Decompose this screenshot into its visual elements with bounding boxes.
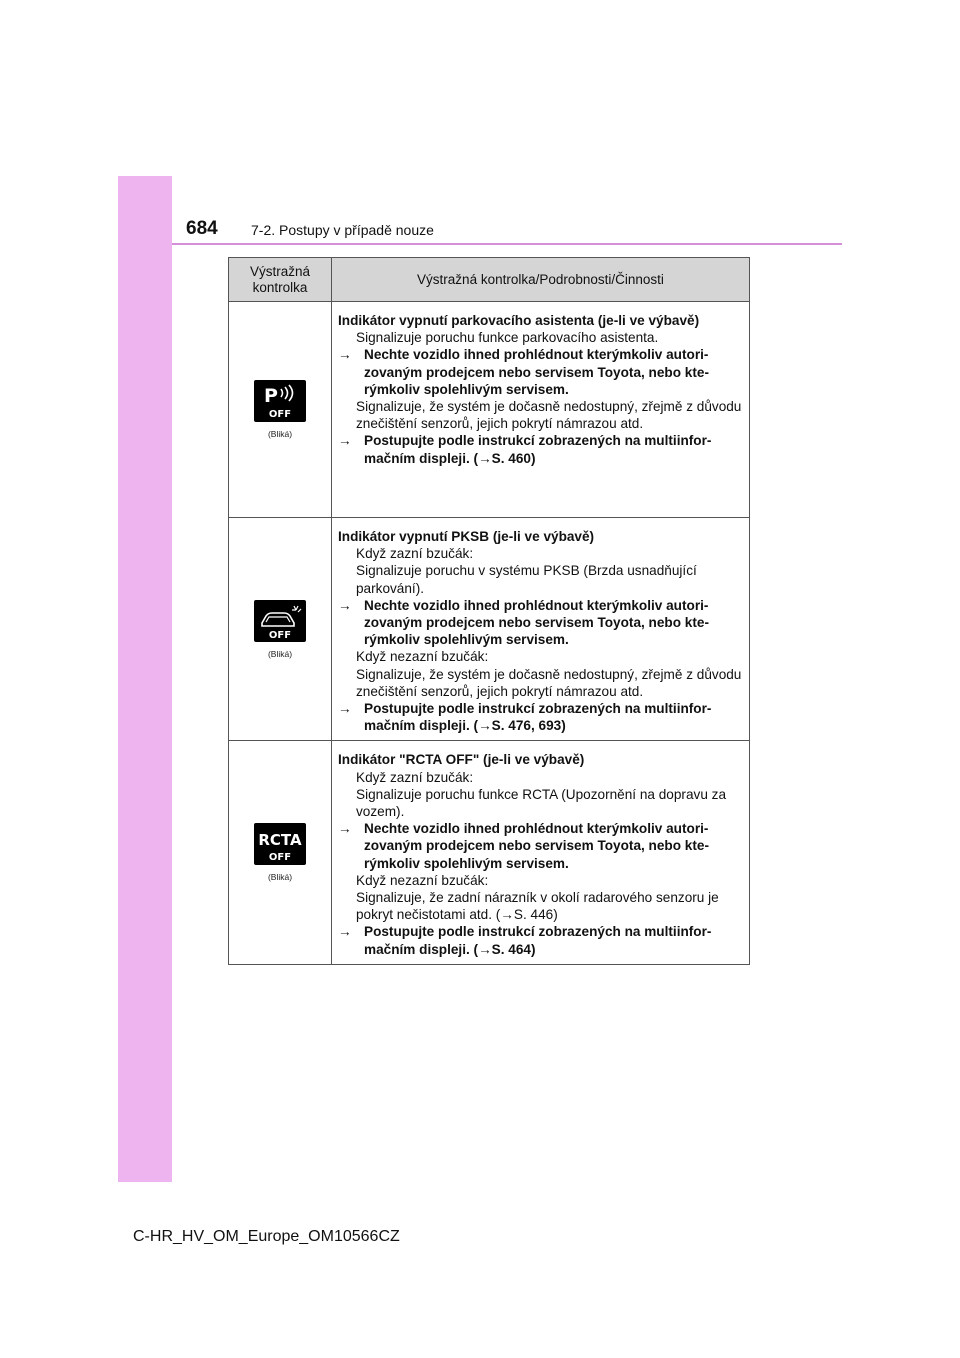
icon-off-label: OFF <box>268 409 292 420</box>
action-line: → Postupujte podle instrukcí zobrazených na multiinfor-mačním displeji. (→S. 476, 693) <box>338 701 712 734</box>
action-line: → Nechte vozidlo ihned prohlédnout kterýmkoliv autori-zovaným prodejcem nebo servisem Toyota, nebo kte-rýmkoliv spolehlivým servisem. <box>338 821 709 871</box>
icon-cell <box>229 741 332 965</box>
arrow-icon: → <box>338 924 352 940</box>
detail-line: Signalizuje poruchu v systému PKSB (Brzda usnadňující parkování). <box>356 563 697 596</box>
detail-line: Signalizuje poruchu funkce parkovacího asistenta. <box>356 330 659 346</box>
warning-lights-table <box>228 257 750 965</box>
arrow-icon: → <box>338 347 352 363</box>
parking-assist-off-icon <box>254 380 306 422</box>
arrow-icon: → <box>338 433 352 449</box>
details-cell <box>332 518 750 741</box>
blink-note: (Bliká) <box>267 872 293 883</box>
detail-line: Signalizuje, že zadní nárazník v okolí radarového senzoru je pokryt nečistotami atd. (→S. 446) <box>356 890 719 923</box>
arrow-icon: → <box>338 821 352 837</box>
detail-line: Když nezazní bzučák: <box>356 649 489 665</box>
indicator-title: Indikátor vypnutí PKSB (je-li ve výbavě) <box>338 529 595 544</box>
pksb-off-icon <box>254 600 306 642</box>
icon-cell <box>229 302 332 518</box>
action-line: → Postupujte podle instrukcí zobrazených na multiinfor-mačním displeji. (→S. 464) <box>338 924 712 957</box>
detail-line: Signalizuje, že systém je dočasně nedostupný, zřejmě z důvodu znečištění senzorů, jejich pokrytí námrazou atd. <box>356 399 742 432</box>
icon-off-label: OFF <box>268 629 292 641</box>
icon-letter: P <box>264 385 278 407</box>
icon-cell <box>229 518 332 741</box>
header-divider <box>172 243 842 245</box>
page-header <box>186 214 842 244</box>
table-row <box>229 518 750 741</box>
blink-note: (Bliká) <box>267 648 293 659</box>
details-cell <box>332 741 750 965</box>
table-header-row <box>229 258 750 302</box>
action-line: → Nechte vozidlo ihned prohlédnout kterýmkoliv autori-zovaným prodejcem nebo servisem Toyota, nebo kte-rýmkoliv spolehlivým servisem. <box>338 597 709 648</box>
indicator-title: Indikátor vypnutí parkovacího asistenta (je-li ve výbavě) <box>338 313 700 328</box>
table-row <box>229 741 750 965</box>
rcta-off-icon <box>254 823 306 865</box>
arrow-icon: → <box>338 597 352 613</box>
table-row <box>229 302 750 518</box>
chapter-title: 7-2. Postupy v případě nouze <box>251 222 434 238</box>
page-number: 684 <box>186 218 218 239</box>
detail-line: Signalizuje, že systém je dočasně nedostupný, zřejmě z důvodu znečištění senzorů, jejich pokrytí námrazou atd. <box>356 666 742 699</box>
indicator-title: Indikátor "RCTA OFF" (je-li ve výbavě) <box>338 752 585 768</box>
arrow-icon: → <box>338 701 352 717</box>
column-header-light: Výstražná kontrolka <box>229 258 332 302</box>
detail-line: Když zazní bzučák: <box>356 769 474 785</box>
blink-note: (Bliká) <box>267 429 293 439</box>
column-header-details: Výstražná kontrolka/Podrobnosti/Činnosti <box>332 258 750 302</box>
details-cell <box>332 302 750 518</box>
detail-line: Když nezazní bzučák: <box>356 872 489 888</box>
action-line: → Postupujte podle instrukcí zobrazených na multiinfor-mačním displeji. (→S. 460) <box>338 433 712 466</box>
detail-line: Když zazní bzučák: <box>356 546 474 562</box>
chapter-side-tab <box>118 176 172 1182</box>
action-line: → Nechte vozidlo ihned prohlédnout kterýmkoliv autori-zovaným prodejcem nebo servisem Toyota, nebo kte-rýmkoliv spolehlivým servisem. <box>338 347 709 397</box>
icon-off-label: OFF <box>268 852 292 864</box>
detail-line: Signalizuje poruchu funkce RCTA (Upozornění na dopravu za vozem). <box>356 786 727 820</box>
document-code: C-HR_HV_OM_Europe_OM10566CZ <box>133 1228 400 1245</box>
icon-letter: RCTA <box>258 831 302 850</box>
